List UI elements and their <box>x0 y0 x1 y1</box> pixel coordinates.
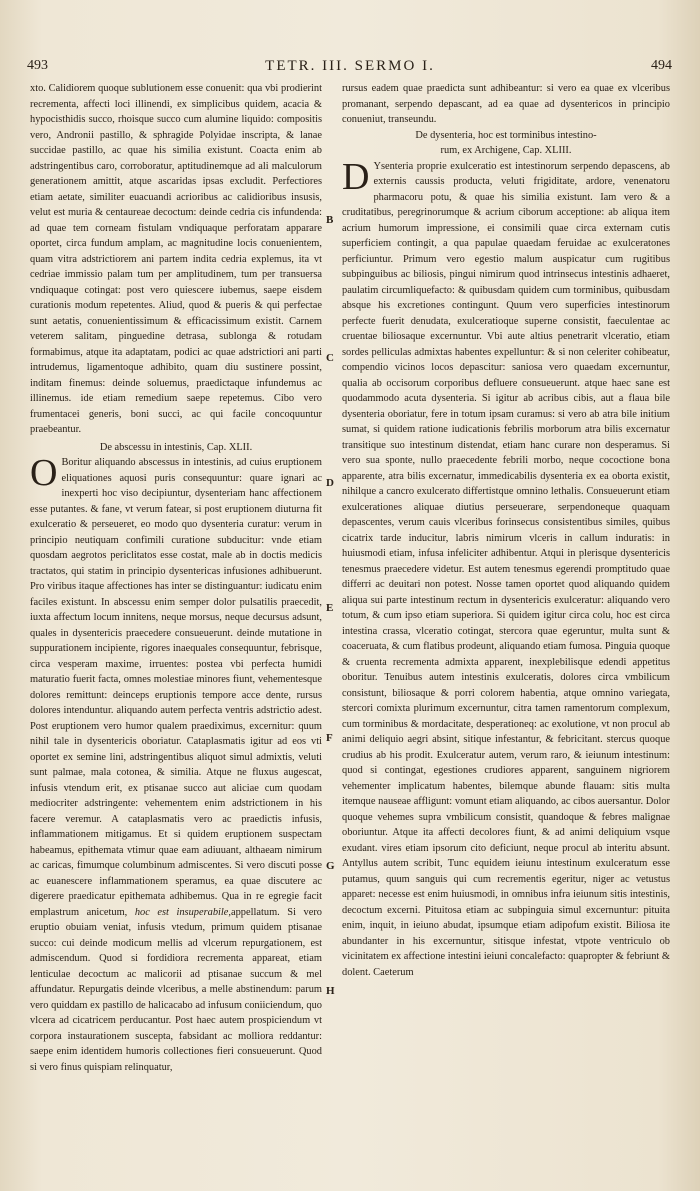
italic-gloss: hoc est insuperabile, <box>134 906 231 918</box>
margin-letter-f: F <box>326 732 333 744</box>
page-number-right: 494 <box>651 58 672 73</box>
margin-letter-c: C <box>326 352 334 364</box>
margin-letter-b: B <box>326 214 334 226</box>
running-title: TETR. III. SERMO I. <box>265 58 435 74</box>
chapter-heading-xliii-line2: rum, ex Archigene, Cap. XLIII. <box>440 145 572 156</box>
right-paragraph-2-text: Ysenteria proprie exulceratio est intestinorum serpendo depascens, ab externis caussis producta, veluti frigiditate, ardore, venenatoru pharmacoru potu, & quae his similia existunt. Iam vero & a cruditatibus, peregrinorumque & acrium ciborum acceptione: ab aliqua item acrium humorum impressione, ei consimili quae circa externam cutis superficiem contingit, a qua papulae quaedam feruidae ac exulceratones perficiuntur. Primum vero egestio malum auspicatur cum rugitibus subpinguibus ac biliosis, pingui nimirum quod intrinsecus intestinis adhaeret, paulatim circumliquefacto: & quibusdam quidem cum torminibus, quibusdam absque his excretiones contingunt. Quum vero superficies intestinorum perfecte fuerit denudata, exulceratioque superne consistit, faeculentae ac cruentae biliosaque excernuntur. Vbi aute altius penetrarit vlceratio, etiam sordes pelliculas admixtas habentes expelluntur: & si non celeriter cohibeatur, compendio vicinos locos depascitur: saniosa vero quaedam excernuntur, qualia ab occisorum corporibus defluere consueuerunt. atque haec sane est quodammodo acuta dysenteria. Si igitur ab acribus cibis, aut a flaua bile dysenteria oboriatur, fere in totum ipsam curamus: si vero ab atra bile initium sumat, si quidem ratione iudicationis febrilis morborum atra bilis excernatur transitique suo intestinum distendat, etiam hanc curare non desperamus. Si vero sua sponte, nullo praecedente febrili morbo, neque cococtione bona apparente, atra bilis excernatur, immedicabilis dysenteria ex ea oborta existit, nihilque a cancro exulcerato differtistque omnino lethalis. Consueuerunt etiam exulcerationes aliquae diutius perseuerare, serpendoneque quaquam depascentes, verum cauis vlceribus forinsecus consistentibus similes, quibus cicatrix tarde inducitur, labris nimirum vlceris in callum induratis: in huiusmodi etiam, infusa infeliciter adhibentur. Atqui in plerisque dysentericis tenesmus praecedere videtur. Est autem tenesmus egerendi promptitudo quae differri ac deuitari non potest. Nosse tamen oportet quod aliquando quidem aliqua sui parte intestinum rectum in dysentericis exulceratur: aliquando vero totum, & cum ipso etiam superiora. Si quidem igitur circa colu, hoc est circa intestina crassa, vlceratio cotingat, stercora quae egeruntur, multa sunt & coaceruata, & cum flatibus prodeunt, aliquando etiam fumosa. Pinguia quoque & cruenta recrementa admixta apparent, inexplebilisque edendi appetitus oboritur. Tenuibus autem intestinis exulceratis, dolores circa vmbilicum consistunt, biliosaque & porri colorem habentia, atque omnino variegata, stercori comixta plurimum excernuntur, citra tamen ramentorum complexum, cum torminibus & mordacitate, desperationeq: ac exolutione, vt non procul ab animi deliquio aegri absint, sitique infestantur, & febricitant. stercus quoque crudius ab his prodit. Exulceratur autem, verum raro, & ieiunum intestinum: quod si contingat, egestiones crudiores apparent, sanguinem nigriorem vehementer implicatum habentes, bilemque abunde flauam: sitis multa itemque nauseae affligunt: vomunt etiam aliquando, ac cibos auersantur. Dolor quoque vehemes supra vmbilicum consistit, quandoque & febres malignae oboriuntur. Atque ita affecti decolores fiunt, & ad animi deliquium vsque exudant. vires etiam ipsorum cito deficiunt, neque procul ab interitu absunt. Antyllus autem scribit, Tunc equidem ieiunu intestinum exulceratum esse putamus, quum sanguis qui cum recrementis egeritur, niger ac vetustus apparet: necesse est enim huiusmodi, in omnibus infra ieiunum sitis intestinis, decoctum excerni. Pituitosa etiam ac subpinguia simul excernuntur: pituita enim, inquit, in ieiuno abudat, ipsumque etiam adipofum existit. Biliosa ite abundanter in his excernuntur, sitisque infestat, vtpote ventriculo ob vicinitatem ex affectione intestini ieiuni concalefacto: quapropter & febriunt & dolent. Caeterum <box>342 160 670 978</box>
margin-letter-e: E <box>326 602 334 614</box>
margin-letter-d: D <box>326 477 334 489</box>
right-paragraph-1: rursus eadem quae praedicta sunt adhibeantur: si vero ea quae ex vlceribus promanant, serpendo depascant, ad ea quae ad dysentericos in principio conueniut, transeundu. <box>342 83 670 125</box>
chapter-heading-xlii: De abscessu in intestinis, Cap. XLII. <box>99 441 253 453</box>
left-paragraph-3-text: appellatum. Si vero eruptio obuiam veniat, infusis vtedum, primum quidem ptisanae succo: cui deinde modicum mellis ad vlcerum repurgationem, est admiscendum. Quod si fordidiora recrementa appareat, etiam lenticulae decoctum ac malicorii ad ptisanae succum & mel affundatur. Repurgatis deinde vlceribus, a melle abstinendum: parum vero quiddam ex pastillo de halicacabo ad infusum coniiciendum, quo vlcera ad cicatricem perducantur. Post haec autem prospiciendum vt corpora instaurationem suscepta, fabsidant ac molliora reddantur: saepe enim identidem humoris collectiones fieri consueuerunt. Quod si vero finus quispiam relinquatur, <box>30 906 322 1073</box>
right-paragraph-2 <box>342 155 670 981</box>
left-paragraph-1: xto. Calidiorem quoque sublutionem esse conuenit: qua vbi prodierint recrementa, affecti loci illinendi, ex simplicibus quidem, acacia & hypocisthidis succo, rhoisque succo cum alumine liquido: compositis vero, Andronii pastillo, & sphragide Polyidae inscripta, & lanae succidae pastillo, ac quae his similia existunt. Coacta enim ab adstringentibus caro, corroboratur, aptitudinemque ad ali malculorum generationem amittit, atque ascaridas ipsas excludit. Perfectiores etiam aetate, similiter euacuandi acrioribus ac calidioribus insusis, velut est muria & centaureae decoctum: deinde cedria cis infundenda: ad quae tem corneam fistulam vndiquaque perforatam apparare oportet, circa fundum amplam, ac magnitudine locis conuenientem, quam vitra adstrictiorem ani partem indita cedria explemus, ita vt cedriae immissio palam tum per amplitudinem, tum per transuersa vndiquaque cotingat: post vero quiescere iubemus, saepe eisdem curationis modum repetentes. Aliud, quod & pueris & qui perfectae sunt aetatis, conuenientissimum & efficacissimum existit. Carnem veterem salitam, pinguedine detrasa, sublonga & rotudam formabimus, atque ita adaptatam, podici ac quae adstrictiori ani parti intrudemus, ligamentoque adhibito, quam diu sustinere possint, inditam finemus: deinde soluemus, praedictaque infundemus ac illinemus. ide etiam remedium saepe repetemus. Cibo vero frumentacei generis, boni succi, ac qui facile concoquuntur praebeantur. <box>30 83 322 435</box>
margin-letter-h: H <box>326 985 335 997</box>
running-header <box>0 58 700 82</box>
right-column <box>342 81 670 980</box>
left-paragraph-2 <box>30 452 322 1075</box>
left-column <box>30 81 322 1075</box>
left-paragraph-2-text: Boritur aliquando abscessus in intestinis, ad cuius eruptionem eliquationes aquosi puris consequuntur: quare ignari ac inexperti hoc viso decipiuntur, dysenteriam hanc affectionem esse putantes. & fane, vt verum fatear, si post eruptionem diuturna fit exulceratio & perseueret, eo modo quo dysenteria curatur: verum in principio neutiquam confimili curatione subducitur: vnde etiam quosdam aegrotos periclitatos esse costat, male ab in doctis medicis tractatos, qui statim in principio dysentericas infusiones adhibuerunt. Pro viribus itaque affectiones has inter se distinguantur: iudicatu enim faciles existunt. In abscessu enim semper dolor pulsatilis praecedit, iuxta affectum locum innitens, neque morsus, neque decursus adsunt, quales in dysentericis praecedere consueuerunt. deinde mutatione in suppurationem incipiente, rigores inaequales consequuntur, febrisque, circa vesperam maxime, irruentes: postea vbi perfecta humidi maturatio fuerit facta, omnes molestiae minores fiunt, vehementesque dolores remittunt: deinceps eruptionis tempore acce dente, rursus dolores intenduntur. aliquando autem perfecta ventris adstrictio adest. Post eruptionem vero humor qualem praediximus, excernitur: quum nihil tale in dysentericis oboriatur. Cataplasmatis igitur ad eos vti oportet ex semine lini, adstringentibus aliquot simul admixtis, veluti sunt palmae, mala cotonea, & similia. Atque ne fluxus augescat, infusis vtendum erit, ex ptisanae succo aut aliciae cum quodam mediocriter adstringente: vehementem enim adstrictionem in his facere veremur. A cataplasmatis vero ac praedictis infusis, inflammationem mitigamus. Et si quidem eruptionem suspectam habeamus, epithemata vtimur quae eam adiuuant, althaeam nimirum ac caricas, fimumque columbinum admiscentes. Si vero discuti posse ac euanescere inflammationem speramus, ea quae discutere ac digerere praedicatur epithemata adhibemus. Qua in re egregie facit emplastrum anicetum, <box>30 457 322 918</box>
chapter-heading-xliii-line1: De dysenteria, hoc est torminibus intestino- <box>415 129 597 141</box>
drop-cap-d: D <box>342 155 370 198</box>
drop-cap-o: O <box>30 452 58 494</box>
margin-letter-g: G <box>326 860 335 872</box>
page-number-left: 493 <box>27 58 48 73</box>
